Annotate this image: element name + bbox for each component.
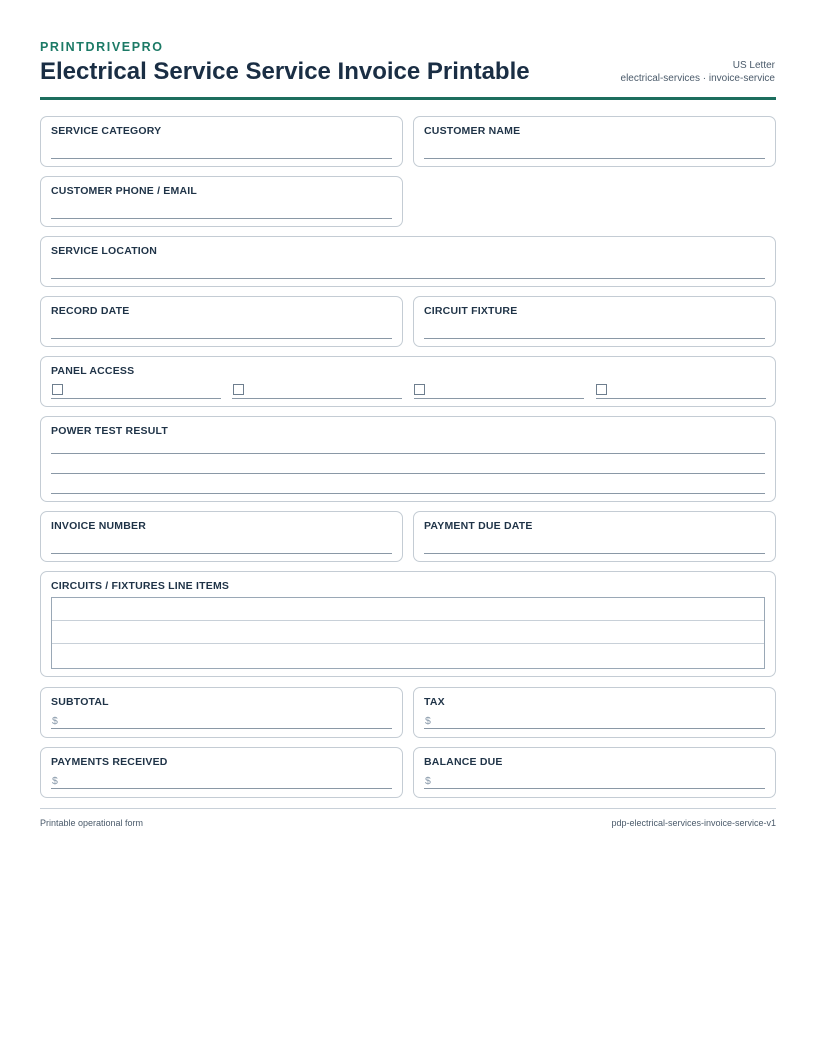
panel-access-box: [40, 356, 776, 407]
service-category-label: SERVICE CATEGORY: [51, 125, 162, 137]
service-category-box: [40, 116, 403, 167]
footer-left-text: Printable operational form: [40, 818, 144, 828]
header-rule: [40, 97, 776, 100]
panel-access-option-1-line[interactable]: [51, 398, 221, 399]
balance-due-input[interactable]: [424, 788, 765, 789]
circuit-fixture-box: [413, 296, 776, 347]
tax-input[interactable]: [424, 728, 765, 729]
payments-received-input[interactable]: [51, 788, 392, 789]
service-location-input[interactable]: [51, 278, 765, 279]
document-tags: electrical-services · invoice-service: [620, 73, 775, 84]
table-row[interactable]: [52, 598, 764, 621]
record-date-input[interactable]: [51, 338, 392, 339]
customer-name-box: [413, 116, 776, 167]
payment-due-date-input[interactable]: [424, 553, 765, 554]
customer-contact-box: [40, 176, 403, 227]
panel-access-label: PANEL ACCESS: [51, 365, 135, 377]
record-date-label: RECORD DATE: [51, 305, 130, 317]
power-test-result-label: POWER TEST RESULT: [51, 425, 168, 437]
payments-received-currency-symbol: $: [52, 775, 58, 787]
payments-received-box: [40, 747, 403, 798]
brand-name: PRINTDRIVEPRO: [40, 40, 164, 54]
line-items-table: [51, 597, 765, 669]
line-items-label: CIRCUITS / FIXTURES LINE ITEMS: [51, 580, 230, 592]
customer-contact-input[interactable]: [51, 218, 392, 219]
payments-received-label: PAYMENTS RECEIVED: [51, 756, 168, 768]
panel-access-option-4-line[interactable]: [596, 398, 766, 399]
circuit-fixture-label: CIRCUIT FIXTURE: [424, 305, 518, 317]
subtotal-currency-symbol: $: [52, 715, 58, 727]
footer-form-id: pdp-electrical-services-invoice-service-v1: [611, 818, 776, 828]
customer-name-input[interactable]: [424, 158, 765, 159]
invoice-number-box: [40, 511, 403, 562]
customer-name-label: CUSTOMER NAME: [424, 125, 521, 137]
page-title: Electrical Service Service Invoice Printable: [40, 58, 530, 85]
service-category-input[interactable]: [51, 158, 392, 159]
panel-access-checkbox-3[interactable]: [414, 384, 425, 395]
subtotal-label: SUBTOTAL: [51, 696, 109, 708]
circuit-fixture-input[interactable]: [424, 338, 765, 339]
payment-due-date-box: [413, 511, 776, 562]
tax-box: [413, 687, 776, 738]
balance-due-box: [413, 747, 776, 798]
table-row[interactable]: [52, 621, 764, 644]
power-test-result-box: [40, 416, 776, 502]
panel-access-checkbox-4[interactable]: [596, 384, 607, 395]
line-items-box: [40, 571, 776, 677]
customer-contact-label: CUSTOMER PHONE / EMAIL: [51, 185, 197, 197]
panel-access-option-2-line[interactable]: [232, 398, 402, 399]
document-meta: [621, 59, 775, 85]
panel-access-checkbox-1[interactable]: [52, 384, 63, 395]
record-date-box: [40, 296, 403, 347]
subtotal-box: [40, 687, 403, 738]
power-test-result-line-3[interactable]: [51, 493, 765, 494]
payment-due-date-label: PAYMENT DUE DATE: [424, 520, 533, 532]
service-location-label: SERVICE LOCATION: [51, 245, 158, 257]
subtotal-input[interactable]: [51, 728, 392, 729]
invoice-number-input[interactable]: [51, 553, 392, 554]
footer-rule: [40, 808, 776, 809]
invoice-number-label: INVOICE NUMBER: [51, 520, 146, 532]
panel-access-checkbox-2[interactable]: [233, 384, 244, 395]
table-row[interactable]: [52, 644, 764, 667]
power-test-result-line-1[interactable]: [51, 453, 765, 454]
panel-access-option-3-line[interactable]: [414, 398, 584, 399]
balance-due-currency-symbol: $: [425, 775, 431, 787]
service-location-box: [40, 236, 776, 287]
paper-size: US Letter: [732, 60, 775, 71]
balance-due-label: BALANCE DUE: [424, 756, 503, 768]
tax-currency-symbol: $: [425, 715, 431, 727]
tax-label: TAX: [424, 696, 445, 708]
power-test-result-line-2[interactable]: [51, 473, 765, 474]
